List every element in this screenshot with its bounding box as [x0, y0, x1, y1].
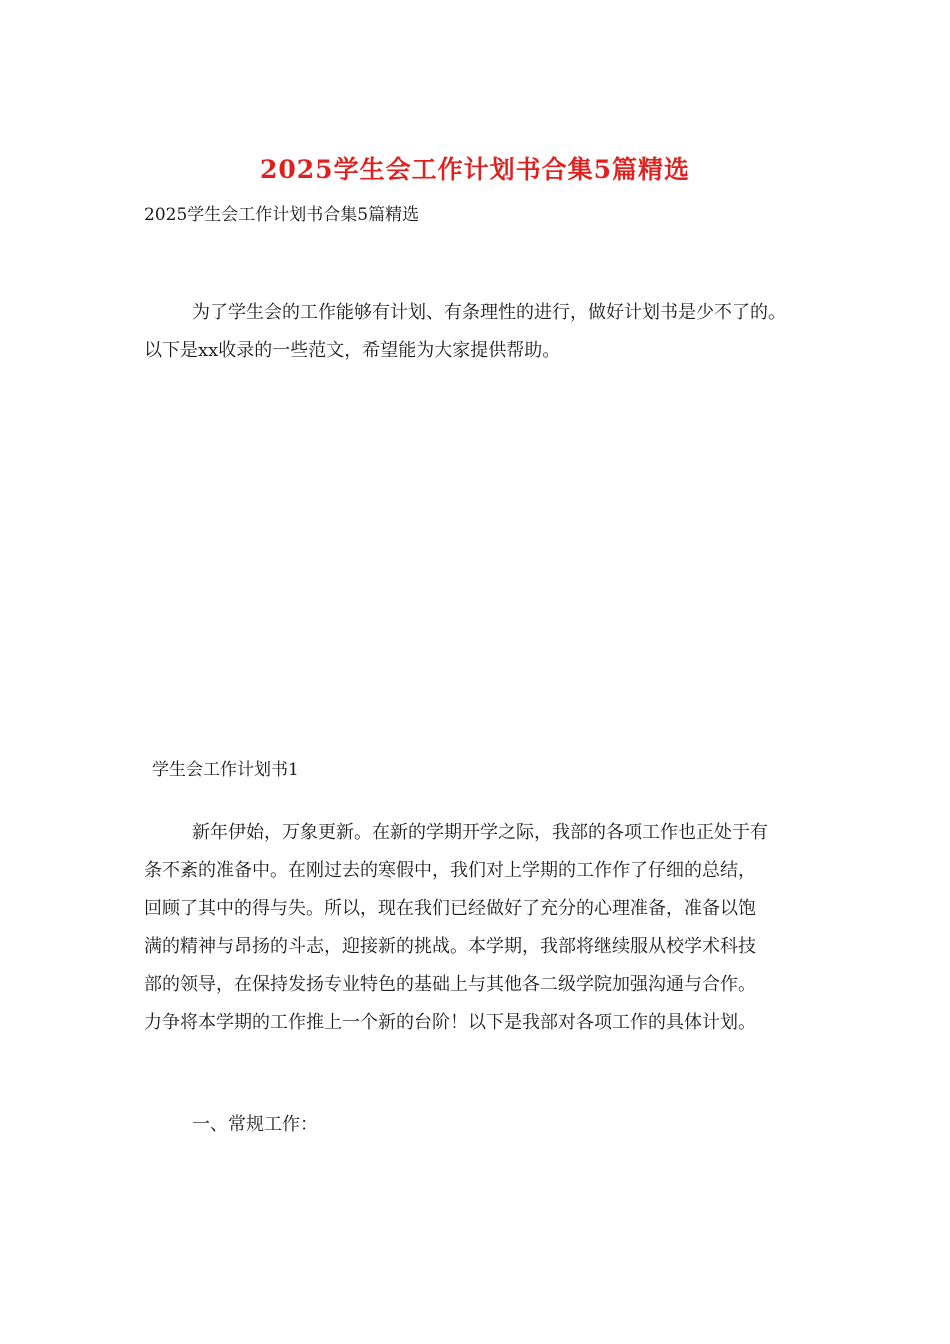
item-heading: 一、常规工作： — [192, 1114, 318, 1135]
document-subtitle: 2025学生会工作计划书合集5篇精选 — [144, 205, 420, 225]
paragraph-line: 力争将本学期的工作推上一个新的台阶！以下是我部对各项工作的具体计划。 — [144, 1012, 756, 1033]
paragraph-line: 满的精神与昂扬的斗志，迎接新的挑战。本学期，我部将继续服从校学术科技 — [144, 936, 756, 957]
intro-line: 为了学生会的工作能够有计划、有条理性的进行，做好计划书是少不了的。 — [192, 302, 786, 323]
paragraph-line: 部的领导，在保持发扬专业特色的基础上与其他各二级学院加强沟通与合作。 — [144, 974, 756, 995]
intro-line: 以下是xx收录的一些范文，希望能为大家提供帮助。 — [144, 340, 561, 361]
intro-paragraph — [144, 294, 834, 370]
paragraph-line: 回顾了其中的得与失。所以，现在我们已经做好了充分的心理准备，准备以饱 — [144, 898, 756, 919]
section-body-paragraph — [144, 814, 834, 1042]
paragraph-line: 条不紊的准备中。在刚过去的寒假中，我们对上学期的工作作了仔细的总结， — [144, 860, 756, 881]
document-title: 2025学生会工作计划书合集5篇精选 — [260, 155, 690, 184]
section-heading: 学生会工作计划书1 — [152, 760, 299, 780]
paragraph-line: 新年伊始，万象更新。在新的学期开学之际，我部的各项工作也正处于有 — [192, 822, 768, 843]
